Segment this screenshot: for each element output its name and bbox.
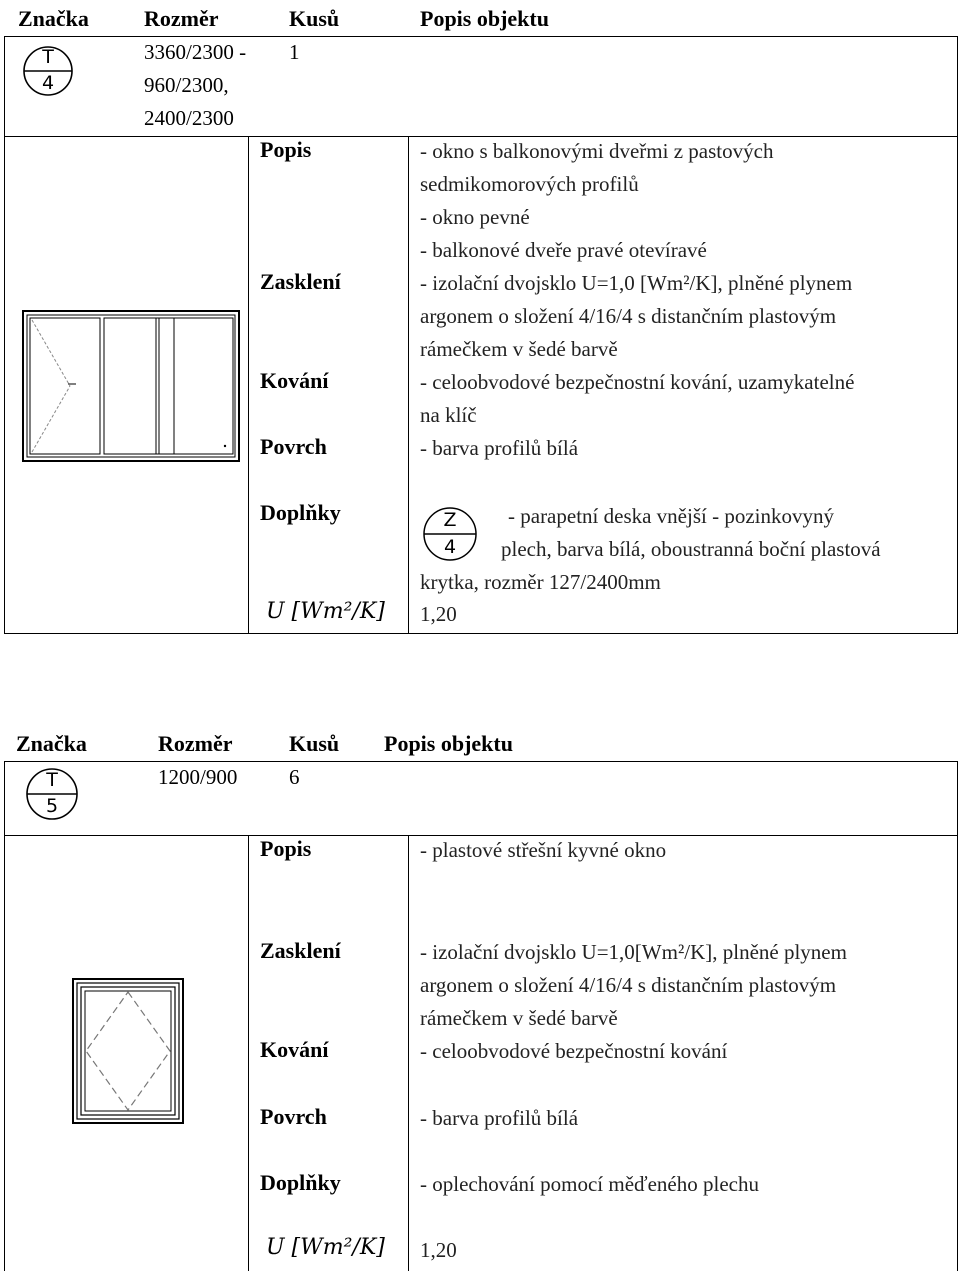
zaskleni-line: rámečkem v šedé barvě xyxy=(420,337,618,361)
label-popis: Popis xyxy=(260,836,312,861)
label-zaskleni: Zasklení xyxy=(260,938,341,963)
kovani-line: na klíč xyxy=(420,403,477,427)
symbol-top: T xyxy=(46,769,58,791)
kovani-text xyxy=(420,366,854,432)
window-symbol-t4 xyxy=(22,44,74,98)
label-u-value: U [Wm²/K] xyxy=(266,599,385,624)
povrch-text: - barva profilů bílá xyxy=(420,1106,579,1130)
zaskleni-text xyxy=(420,267,852,366)
symbol-top: Z xyxy=(443,509,457,531)
popis-line: - okno s balkonovými dveřmi z pastových xyxy=(420,139,774,163)
label-povrch: Povrch xyxy=(260,1104,327,1129)
label-u-value: U [Wm²/K] xyxy=(266,1235,385,1260)
col-header-popis-objektu: Popis objektu xyxy=(384,731,513,756)
label-povrch: Povrch xyxy=(260,434,327,459)
kusu-value: 1 xyxy=(289,40,300,64)
label-doplnky: Doplňky xyxy=(260,1170,341,1195)
rozmer-value xyxy=(144,36,246,135)
zaskleni-text xyxy=(420,936,847,1035)
zaskleni-line: - izolační dvojsklo U=1,0[Wm²/K], plněné plynem xyxy=(420,940,847,964)
rozmer-line: 3360/2300 - xyxy=(144,40,247,64)
label-doplnky: Doplňky xyxy=(260,500,341,525)
rozmer-line: 960/2300, xyxy=(144,73,229,97)
popis-text: - plastové střešní kyvné okno xyxy=(420,838,667,862)
zaskleni-line: argonem o složení 4/16/4 s distančním plastovým xyxy=(420,973,837,997)
doplnky-line: - parapetní deska vnější - pozinkovyný xyxy=(508,504,834,528)
zaskleni-line: - izolační dvojsklo U=1,0 [Wm²/K], plněné plynem xyxy=(420,271,853,295)
popis-line: sedmikomorových profilů xyxy=(420,172,639,196)
kovani-text: - celoobvodové bezpečnostní kování xyxy=(420,1039,728,1063)
zaskleni-line: rámečkem v šedé barvě xyxy=(420,1006,618,1030)
u-value: 1,20 xyxy=(420,602,457,626)
col-header-znacka: Značka xyxy=(18,6,89,31)
doplnky-line: plech, barva bílá, oboustranná boční plastová xyxy=(501,537,881,561)
label-kovani: Kování xyxy=(260,1037,329,1062)
label-popis: Popis xyxy=(260,137,312,162)
popis-line: - okno pevné xyxy=(420,205,530,229)
accessory-symbol-z4 xyxy=(421,506,479,562)
rozmer-line: 2400/2300 xyxy=(144,106,234,130)
col-header-kusu: Kusů xyxy=(289,6,340,31)
window-drawing-roof xyxy=(72,978,184,1124)
povrch-text: - barva profilů bílá xyxy=(420,436,579,460)
kovani-line: - celoobvodové bezpečnostní kování, uzamykatelné xyxy=(420,370,855,394)
zaskleni-line: argonem o složení 4/16/4 s distančním plastovým xyxy=(420,304,837,328)
window-drawing-balcony xyxy=(22,310,240,462)
symbol-bottom: 4 xyxy=(443,536,457,558)
label-zaskleni: Zasklení xyxy=(260,269,341,294)
symbol-bottom: 5 xyxy=(45,795,59,817)
symbol-bottom: 4 xyxy=(41,72,55,94)
label-kovani: Kování xyxy=(260,368,329,393)
col-header-rozmer: Rozměr xyxy=(144,6,219,31)
col-header-kusu: Kusů xyxy=(289,731,340,756)
popis-text xyxy=(420,135,773,267)
col-header-rozmer: Rozměr xyxy=(158,731,233,756)
col-header-znacka: Značka xyxy=(16,731,87,756)
doplnky-line: krytka, rozměr 127/2400mm xyxy=(420,570,661,594)
popis-line: - balkonové dveře pravé otevíravé xyxy=(420,238,707,262)
kusu-value: 6 xyxy=(289,765,300,789)
doplnky-text: - oplechování pomocí měďeného plechu xyxy=(420,1172,759,1196)
rozmer-value: 1200/900 xyxy=(158,765,238,789)
col-header-popis-objektu: Popis objektu xyxy=(420,6,549,31)
u-value: 1,20 xyxy=(420,1238,457,1262)
window-symbol-t5 xyxy=(24,767,80,821)
symbol-top: T xyxy=(42,46,54,68)
